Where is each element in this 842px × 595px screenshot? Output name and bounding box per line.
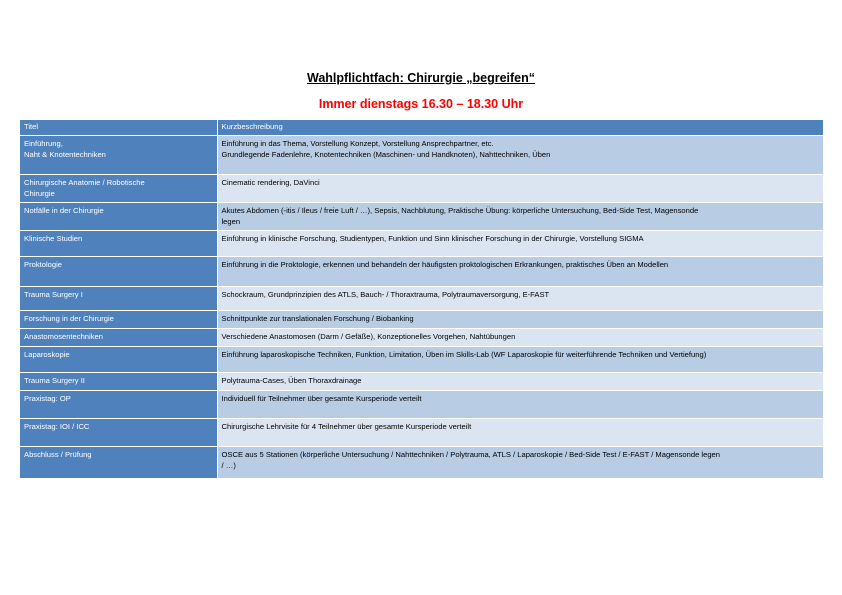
row-description-cell bbox=[217, 447, 823, 479]
row-title-line: Naht & Knotentechniken bbox=[24, 150, 106, 159]
row-title-line: Chirurgische Anatomie / Robotische bbox=[24, 178, 145, 187]
row-title-cell bbox=[20, 391, 217, 419]
row-description-cell bbox=[217, 257, 823, 287]
row-title-line: Abschluss / Prüfung bbox=[24, 450, 92, 459]
row-description-cell bbox=[217, 347, 823, 373]
page-title: Wahlpflichtfach: Chirurgie „begreifen“ bbox=[306, 71, 536, 85]
column-header-description: Kurzbeschreibung bbox=[217, 120, 823, 136]
table-row bbox=[20, 175, 823, 203]
row-description-cell bbox=[217, 419, 823, 447]
row-description-cell bbox=[217, 373, 823, 391]
row-title-line: Anastomosentechniken bbox=[24, 332, 103, 341]
row-description-cell bbox=[217, 203, 823, 231]
table-row bbox=[20, 447, 823, 479]
row-title-cell bbox=[20, 287, 217, 311]
row-title-line: Trauma Surgery II bbox=[24, 376, 85, 385]
row-title-line: Klinische Studien bbox=[24, 234, 83, 243]
schedule-table bbox=[20, 120, 823, 479]
table-row bbox=[20, 136, 823, 175]
table-row bbox=[20, 329, 823, 347]
table-row bbox=[20, 311, 823, 329]
table-row bbox=[20, 203, 823, 231]
row-title-cell bbox=[20, 257, 217, 287]
row-description-cell bbox=[217, 329, 823, 347]
row-title-line: Laparoskopie bbox=[24, 350, 70, 359]
row-description-line: Einführung in die Proktologie, erkennen und behandeln der häufigsten proktologischen Erkrankungen, praktisches Üben an Modellen bbox=[221, 260, 669, 269]
row-description-line: Einführung laparoskopische Techniken, Funktion, Limitation, Üben im Skills-Lab (WF Laparoskopie für weiterführende Techniken und Vertiefung) bbox=[221, 350, 707, 359]
row-description-line: OSCE aus 5 Stationen (körperliche Untersuchung / Nahttechniken / Polytrauma, ATLS / Laparoskopie / Bed-Side Test / E-FAST / Magensonde legen bbox=[221, 450, 721, 459]
row-title-cell bbox=[20, 419, 217, 447]
table-row bbox=[20, 347, 823, 373]
row-title-cell bbox=[20, 373, 217, 391]
row-description-cell bbox=[217, 231, 823, 257]
row-description-line: Verschiedene Anastomosen (Darm / Gefäße), Konzeptionelles Vorgehen, Nahtübungen bbox=[221, 332, 516, 341]
column-header-title: Titel bbox=[20, 120, 217, 136]
row-title-cell bbox=[20, 136, 217, 175]
table-row bbox=[20, 257, 823, 287]
table-body bbox=[20, 136, 823, 479]
row-title-cell bbox=[20, 311, 217, 329]
row-description-cell bbox=[217, 311, 823, 329]
row-title-line: Proktologie bbox=[24, 260, 62, 269]
row-description-cell bbox=[217, 136, 823, 175]
row-title-cell bbox=[20, 203, 217, 231]
row-title-cell bbox=[20, 175, 217, 203]
row-description-cell bbox=[217, 175, 823, 203]
row-title-cell bbox=[20, 231, 217, 257]
row-description-line: Grundlegende Fadenlehre, Knotentechniken (Maschinen- und Handknoten), Nahttechniken, Üben bbox=[221, 150, 551, 159]
row-description-line: Schnittpunkte zur translationalen Forschung / Biobanking bbox=[221, 314, 414, 323]
row-title-line: Chirurgie bbox=[24, 189, 55, 198]
page-subtitle: Immer dienstags 16.30 – 18.30 Uhr bbox=[318, 97, 524, 111]
row-description-line: Schockraum, Grundprinzipien des ATLS, Bauch- / Thoraxtrauma, Polytraumaversorgung, E-FAST bbox=[221, 290, 550, 299]
row-title-line: Praxistag: OP bbox=[24, 394, 71, 403]
row-title-line: Praxistag: IOI / ICC bbox=[24, 422, 90, 431]
row-description-cell bbox=[217, 287, 823, 311]
row-title-line: Einführung, bbox=[24, 139, 63, 148]
row-description-cell bbox=[217, 391, 823, 419]
row-title-line: Notfälle in der Chirurgie bbox=[24, 206, 104, 215]
table-row bbox=[20, 391, 823, 419]
row-title-line: Forschung in der Chirurgie bbox=[24, 314, 114, 323]
row-description-line: Chirurgische Lehrvisite für 4 Teilnehmer über gesamte Kursperiode verteilt bbox=[221, 422, 472, 431]
table-row bbox=[20, 231, 823, 257]
row-title-line: Trauma Surgery I bbox=[24, 290, 83, 299]
row-title-cell bbox=[20, 447, 217, 479]
row-title-cell bbox=[20, 329, 217, 347]
table-row bbox=[20, 373, 823, 391]
row-description-line: Cinematic rendering, DaVinci bbox=[221, 178, 320, 187]
table-header-row bbox=[20, 120, 823, 136]
table-row bbox=[20, 419, 823, 447]
row-description-line: Individuell für Teilnehmer über gesamte Kursperiode verteilt bbox=[221, 394, 422, 403]
row-description-line: Einführung in klinische Forschung, Studientypen, Funktion und Sinn klinischer Forschung in der Chirurgie, Vorstellung SIGMA bbox=[221, 234, 644, 243]
table-row bbox=[20, 287, 823, 311]
row-description-line: Einführung in das Thema, Vorstellung Konzept, Vorstellung Ansprechpartner, etc. bbox=[221, 139, 494, 148]
row-description-line: / …) bbox=[221, 461, 236, 470]
row-description-line: Akutes Abdomen (-itis / Ileus / freie Luft / …), Sepsis, Nachblutung, Praktische Übung: körperliche Untersuchung, Bed-Side Test, Magensonde bbox=[221, 206, 699, 215]
row-title-cell bbox=[20, 347, 217, 373]
row-description-line: Polytrauma-Cases, Üben Thoraxdrainage bbox=[221, 376, 362, 385]
row-description-line: legen bbox=[221, 217, 241, 226]
